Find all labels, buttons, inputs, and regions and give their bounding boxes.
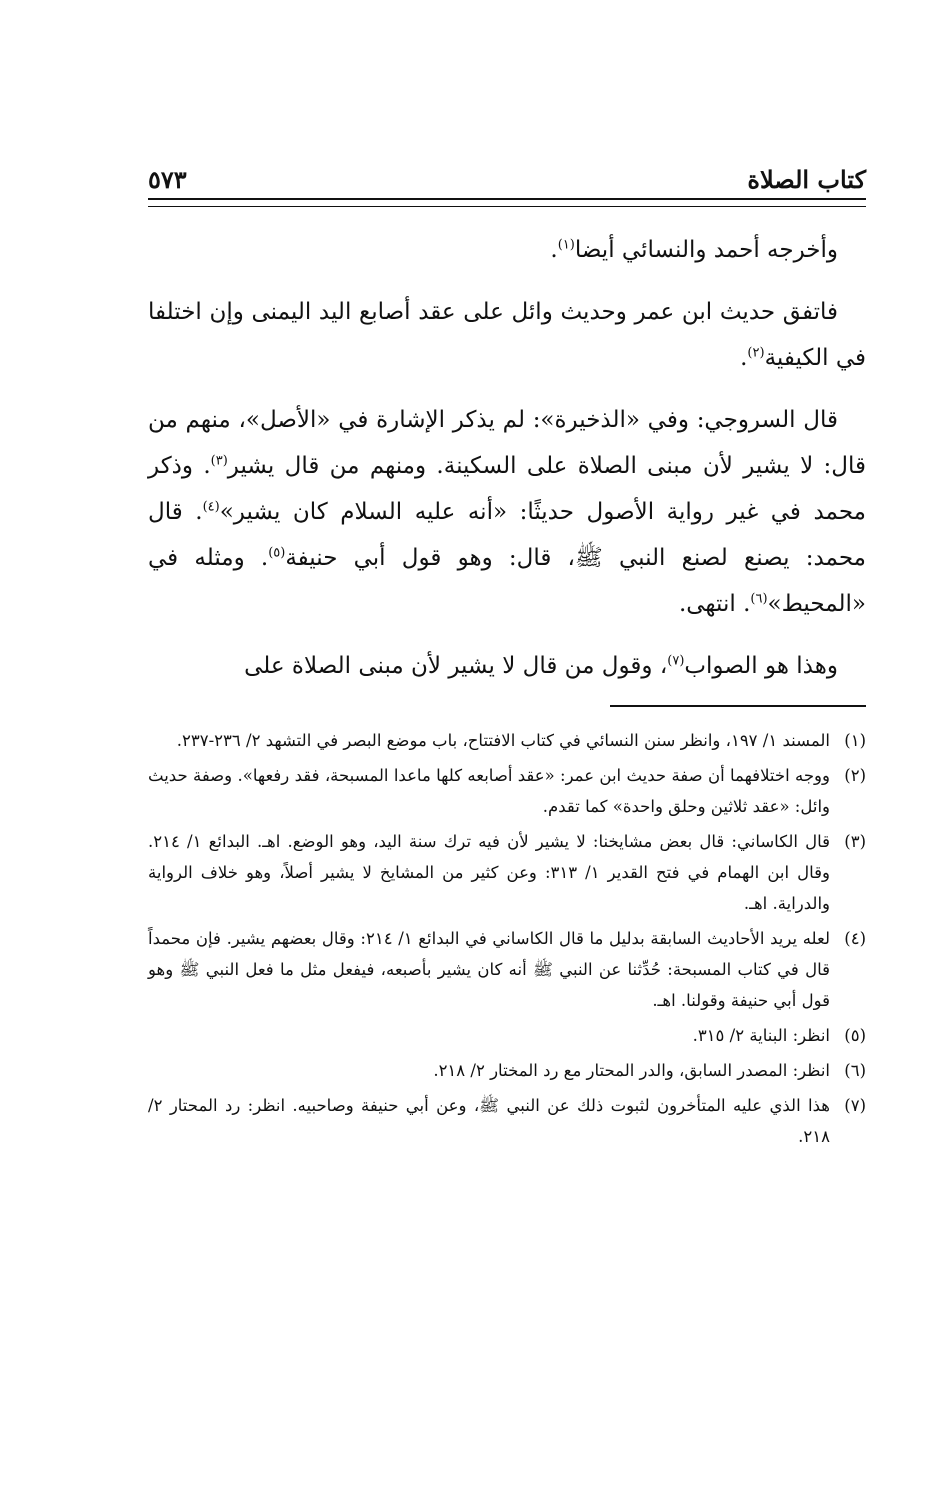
footnote-ref-5[interactable]: (٥) — [268, 545, 286, 561]
footnote — [148, 725, 866, 756]
footnote — [148, 1090, 866, 1152]
running-header — [148, 158, 866, 194]
footnotes — [148, 725, 866, 1152]
footnote-text: المسند ١/ ١٩٧، وانظر سنن النسائي في كتاب الافتتاح، باب موضع البصر في التشهد ٢/ ٢٣٦-٢٣٧. — [176, 731, 830, 750]
footnote-separator — [610, 705, 866, 707]
paragraph-2: فاتفق حديث ابن عمر وحديث وائل على عقد أصابع اليد اليمنى وإن اختلفا في الكيفية$^{(٢)}$. — [148, 299, 866, 371]
footnote-ref-7[interactable]: (٧) — [667, 653, 685, 669]
chapter-title: كتاب الصلاة — [747, 165, 866, 194]
main-text — [148, 227, 866, 689]
footnote — [148, 760, 866, 822]
footnote-text: انظر: المصدر السابق، والدر المحتار مع رد المختار ٢/ ٢١٨. — [433, 1061, 830, 1080]
paragraph-3: قال السروجي: وفي «الذخيرة»: لم يذكر الإشارة في «الأصل»، منهم من قال: لا يشير لأن مبنى الصلاة على السكينة. ومنهم من قال يشير$^{(٣)}$. وذكر محمد في غير رواية الأصول حديثًا: «أنه عليه السلام كان يشير»$^{(٤)}$. قال محمد: يصنع لصنع النبي ﷺ، قال: وهو قول أبي حنيفة$^{(٥)}$. ومثله في «المحيط»$^{(٦)}$. انتهى. — [148, 407, 866, 617]
book-page — [148, 158, 866, 1156]
footnote-number: (٤) — [844, 929, 866, 948]
footnote-number: (١) — [844, 731, 866, 750]
footnote-number: (٢) — [844, 766, 866, 785]
footnote-number: (٦) — [844, 1061, 866, 1080]
footnote-ref-4[interactable]: (٤) — [202, 499, 220, 515]
paragraph-1: وأخرجه أحمد والنسائي أيضا$^{(١)}$. — [550, 237, 838, 263]
footnote-text: انظر: البناية ٢/ ٣١٥. — [692, 1026, 830, 1045]
page-number: ٥٧٣ — [148, 165, 187, 194]
footnote-text: ووجه اختلافهما أن صفة حديث ابن عمر: «عقد أصابعه كلها ماعدا المسبحة، فقد رفعها». وصفة حديث وائل: «عقد ثلاثين وحلق واحدة» كما تقدم. — [148, 766, 830, 816]
footnote — [148, 1055, 866, 1086]
header-rule — [148, 198, 866, 207]
paragraph-4: وهذا هو الصواب$^{(٧)}$، وقول من قال لا يشير لأن مبنى الصلاة على — [244, 653, 838, 679]
footnote — [148, 826, 866, 919]
footnote — [148, 923, 866, 1016]
footnote-text: قال الكاساني: قال بعض مشايخنا: لا يشير لأن فيه ترك سنة اليد، وهو الوضع. اهـ. البدائع ١/ ٢١٤. وقال ابن الهمام في فتح القدير ١/ ٣١٣: وعن كثير من المشايخ لا يشير أصلاً، وهو خلاف الرواية والدراية. اهـ. — [148, 832, 830, 913]
footnote-text: هذا الذي عليه المتأخرون لثبوت ذلك عن النبي ﷺ، وعن أبي حنيفة وصاحبيه. انظر: رد المحتار ٢/ ٢١٨. — [148, 1096, 830, 1146]
footnote-ref-6[interactable]: (٦) — [750, 591, 768, 607]
footnote-ref-1[interactable]: (١) — [557, 237, 575, 253]
footnote-number: (٧) — [844, 1096, 866, 1115]
footnote-number: (٣) — [844, 832, 866, 851]
footnote — [148, 1020, 866, 1051]
footnote-ref-2[interactable]: (٢) — [747, 345, 765, 361]
footnote-ref-3[interactable]: (٣) — [210, 453, 228, 469]
footnote-text: لعله يريد الأحاديث السابقة بدليل ما قال الكاساني في البدائع ١/ ٢١٤: وقال بعضهم يشير. فإن محمداً قال في كتاب المسبحة: حُدِّثنا عن النبي ﷺ أنه كان يشير بأصبعه، فيفعل مثل ما فعل النبي ﷺ وهو قول أبي حنيفة وقولنا. اهـ. — [148, 929, 831, 1010]
footnote-number: (٥) — [844, 1026, 866, 1045]
